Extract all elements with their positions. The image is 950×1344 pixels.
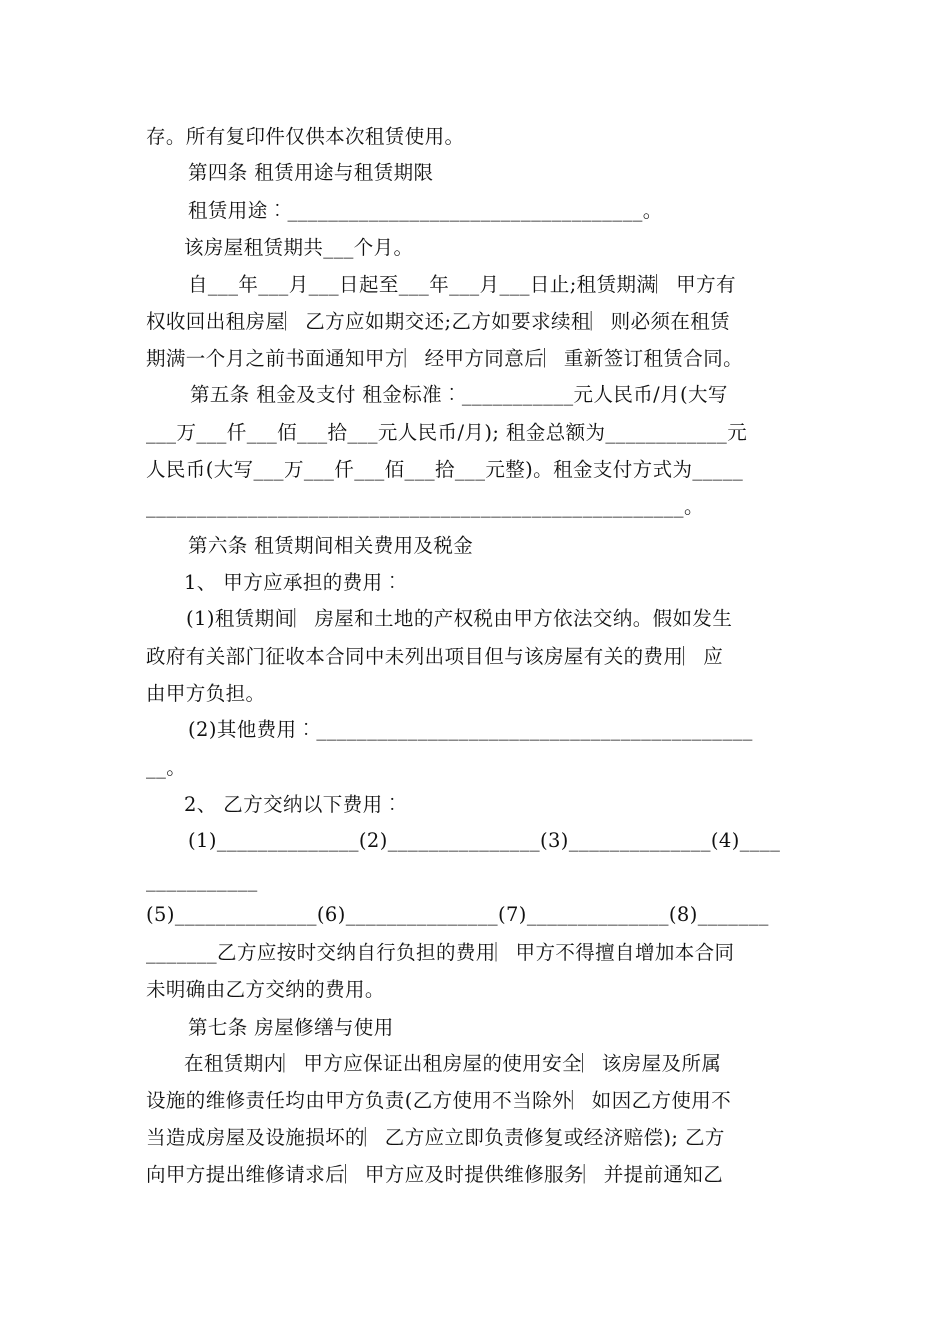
text-line: 存。所有复印件仅供本次租赁使用。 <box>146 125 465 148</box>
text-line: 政府有关部门征收本合同中未列出项目但与该房屋有关的费用︳应 <box>146 645 724 668</box>
text-line: 人民币(大写___万___仟___佰___拾___元整)。租金支付方式为_____ <box>146 458 744 481</box>
text-line: 期满一个月之前书面通知甲方︳经甲方同意后︳重新签订租赁合同。 <box>146 347 744 370</box>
text-line: 当造成房屋及设施损坏的︳乙方应立即负责修复或经济赔偿); 乙方 <box>146 1126 725 1149</box>
text-line: 1、 甲方应承担的费用︰ <box>184 571 403 594</box>
section-heading: 第五条 租金及支付 租金标准︰___________元人民币/月(大写 <box>190 383 728 406</box>
text-line: 权收回出租房屋︳乙方应如期交还;乙方如要求续租︳则必须在租赁 <box>146 310 731 333</box>
text-line: 自___年___月___日起至___年___月___日止;租赁期满︳甲方有 <box>188 273 736 296</box>
text-line: (2)其他费用︰___________________________________________ <box>188 718 753 741</box>
text-line: 租赁用途︰___________________________________。 <box>188 199 663 222</box>
text-line: 在租赁期内︳甲方应保证出租房屋的使用安全︳该房屋及所属 <box>184 1052 722 1075</box>
text-line: 设施的维修责任均由甲方负责(乙方使用不当除外︳如因乙方使用不 <box>146 1089 732 1112</box>
text-line: 向甲方提出维修请求后︳甲方应及时提供维修服务︳并提前通知乙 <box>146 1163 724 1186</box>
text-line: (5)______________(6)_______________(7)______________(8)_______ <box>146 903 769 926</box>
section-heading: 第六条 租赁期间相关费用及税金 <box>188 534 474 557</box>
text-line: ___万___仟___佰___拾___元人民币/月); 租金总额为____________元 <box>146 421 748 444</box>
section-heading: 第七条 房屋修缮与使用 <box>188 1016 394 1039</box>
text-line: 未明确由乙方交纳的费用。 <box>146 978 385 1001</box>
text-line: ___________ <box>146 869 258 892</box>
text-line: (1)______________(2)_______________(3)______________(4)____ <box>188 829 781 852</box>
section-heading: 第四条 租赁用途与租赁期限 <box>188 161 434 184</box>
text-line: 该房屋租赁期共___个月。 <box>184 236 414 259</box>
text-line: _____________________________________________________。 <box>146 495 704 518</box>
text-line: (1)租赁期间︳房屋和土地的产权税由甲方依法交纳。假如发生 <box>186 607 733 630</box>
text-line: 由甲方负担。 <box>146 682 266 705</box>
text-line: __。 <box>146 756 187 779</box>
text-line: 2、 乙方交纳以下费用︰ <box>184 793 403 816</box>
text-line: _______乙方应按时交纳自行负担的费用︳甲方不得擅自增加本合同 <box>146 941 735 964</box>
